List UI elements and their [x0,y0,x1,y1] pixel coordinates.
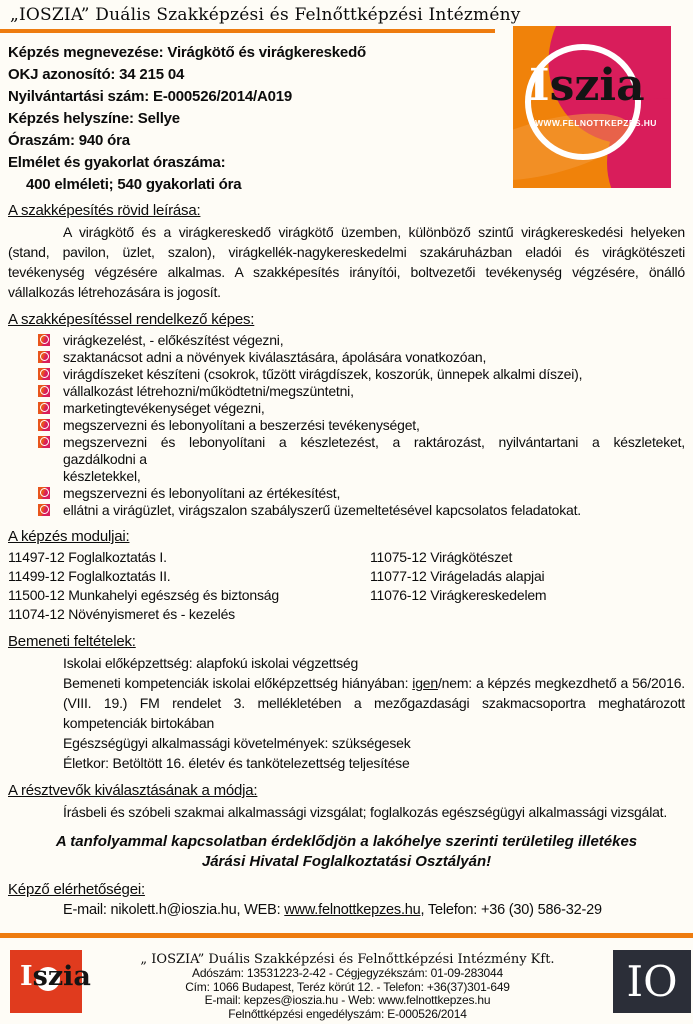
course-name: Képzés megnevezése: Virágkötő és virágkereskedő [8,44,367,61]
section-heading-modulok: A képzés moduljai: [8,528,130,545]
contact-email-text: E-mail: nikolett.h@ioszia.hu, WEB: [63,902,285,918]
logo-bullet-icon [38,351,50,363]
list-item-text: megszervezni és lebonyolítani az értékesítést, [63,485,341,501]
module-item: 11074-12 Növényismeret és - kezelés [8,606,235,622]
modules-columns [8,548,685,624]
entry-schooling: Iskolai előképzettség: alapfokú iskolai végzettség [63,655,359,671]
list-item [38,417,685,434]
modules-left-column [8,548,370,624]
footer-content [0,938,693,1021]
logo-bullet-icon [38,504,50,516]
list-item-line: készletekkel, [63,468,141,484]
section-heading-resztvevok: A résztvevők kiválasztásának a módja: [8,782,258,799]
skills-list [8,332,685,519]
theory-practice-hours: 400 elméleti; 540 gyakorlati óra [26,176,242,193]
list-item-line: megszervezni és lebonyolítani a készletezést, a raktározást, nyilvántartani a készleteket, [63,434,685,450]
module-item: 11075-12 Virágkötészet [370,549,513,565]
logo-bullet-icon [38,487,50,499]
course-hours: Óraszám: 940 óra [8,132,130,149]
list-item-text [63,434,685,485]
logo-bullet-icon [38,385,50,397]
list-item [38,349,685,366]
footer-license-line: Felnőttképzési engedélyszám: E-000526/2014 [228,1006,467,1021]
list-item [38,485,685,502]
logo-letter-i: I [529,60,550,111]
logo-url-text: WWW.FELNOTTKEPZES.HU [535,118,657,128]
registry-number: Nyilvántartási szám: E-000526/2014/A019 [8,88,293,105]
list-item [38,332,685,349]
footer-address-line: Cím: 1066 Budapest, Teréz körút 12. - Telefon: +36(37)301-649 [185,979,510,994]
section-heading-bemeneti: Bemeneti feltételek: [8,633,136,650]
list-item-text: vállalkozást létrehozni/működtetni/megszüntetni, [63,383,354,399]
module-item: 11076-12 Virágkereskedelem [370,587,547,603]
trainer-contact-line [63,900,685,920]
logo-bullet-icon [38,368,50,380]
footer-company-name: „ IOSZIA” Duális Szakképzési és Felnőttképzési Intézmény Kft. [140,952,555,967]
contact-web-link[interactable]: www.felnottkepzes.hu, [284,902,425,918]
section-heading-leiras: A szakképesítés rövid leírása: [8,202,201,219]
module-item: 11499-12 Foglalkoztatás II. [8,568,171,584]
okj-id: OKJ azonosító: 34 215 04 [8,66,185,83]
entry-competencies-text: Bemeneti kompetenciák iskolai előképzettség hiányában: [63,675,413,691]
footer-tax-line: Adószám: 13531223-2-42 - Cégjegyzékszám: 01-09-283044 [192,966,503,980]
list-item-text: ellátni a virágüzlet, virágszalon szabályszerű üzemeltetésével kapcsolatos feladatokat. [63,502,581,518]
logo-bullet-icon [38,419,50,431]
footer-logo-letter-i: I [20,961,33,992]
list-item [38,366,685,383]
list-item [38,434,685,485]
page-footer [0,933,693,1024]
modules-right-column [370,548,685,624]
course-info-section [8,33,685,193]
list-item [38,400,685,417]
footer-company-info [82,950,613,1021]
module-item: 11500-12 Munkahelyi egészség és biztonság [8,587,279,603]
module-item: 11497-12 Foglalkoztatás I. [8,549,167,565]
entry-requirements-block [63,653,685,773]
logo-bullet-icon [38,402,50,414]
list-item [38,502,685,519]
contact-phone-text: Telefon: +36 (30) 586-32-29 [424,902,602,918]
logo-bullet-icon [38,436,50,448]
resztvevok-paragraph: Írásbeli és szóbeli szakmai alkalmassági vizsgálat; foglalkozás egészségügyi alkalmassági vizsgálat. [63,804,668,820]
entry-competencies-rest: /nem: a képzés megkezdhető a 56/2016. (VIII. 19.) FM rendelet 3. mellékletében a mezőgazdasági szakmacsoportra meghatározott kompetenciák birtokában [63,675,685,731]
logo-bullet-icon [38,334,50,346]
module-item: 11077-12 Virágeladás alapjai [370,568,545,584]
footer-logo-letters-szia: szia [32,961,91,992]
list-item-text: virágkezelést, - előkészítést végezni, [63,332,284,348]
footer-email-line: E-mail: kepzes@ioszia.hu - Web: www.felnottkepzes.hu [204,993,491,1007]
page-title: „IOSZIA” Duális Szakképzési és Felnőttképzési Intézmény [10,5,521,25]
leiras-paragraph: A virágkötő és a virágkereskedő virágkötő üzemben, különböző szintű virágkereskedési helyeken (stand, pavilon, üzlet, szalon), virágkellék-nagykereskedelmi szakáruházban eladói és virágkötészeti tevékenység végzésére alkalmas. A szakképesítés irányítói, boltvezetői tevékenység végzésére, önálló vállalkozás létrehozására is jogosít. [8,224,685,300]
section-heading-kepes: A szakképesítéssel rendelkező képes: [8,311,255,328]
list-item-line: gazdálkodni a [63,451,147,467]
footer-ioszia-logo [10,950,91,1013]
logo-wordmark [529,60,645,111]
logo-letters-szia: szia [549,60,645,111]
entry-age: Életkor: Betöltött 16. életév és tankötelezettség teljesítése [63,755,410,771]
contact-notice: A tanfolyammal kapcsolatban érdeklődjön a lakóhelye szerinti területileg illetékes Járási Hivatal Foglalkoztatási Osztályán! [55,833,638,870]
ioszia-logo [513,26,671,188]
list-item-text: megszervezni és lebonyolítani a beszerzési tevékenységet, [63,417,420,433]
footer-io-logo: IO [613,950,691,1013]
course-location: Képzés helyszíne: Sellye [8,110,180,127]
list-item-text: szaktanácsot adni a növények kiválasztására, ápolására vonatkozóan, [63,349,487,365]
footer-logo-wordmark [20,960,91,994]
entry-competencies [63,673,685,733]
entry-health: Egészségügyi alkalmassági követelmények: szükségesek [63,735,411,751]
theory-practice-label: Elmélet és gyakorlat óraszáma: [8,154,226,171]
list-item-text: virágdíszeket készíteni (csokrok, tűzött virágdíszek, koszorúk, ünnepek alkalmi díszei), [63,366,583,382]
list-item-text: marketingtevékenységet végezni, [63,400,265,416]
section-heading-kepzo: Képző elérhetőségei: [8,881,145,898]
list-item [38,383,685,400]
entry-competencies-yes: igen [412,675,438,691]
